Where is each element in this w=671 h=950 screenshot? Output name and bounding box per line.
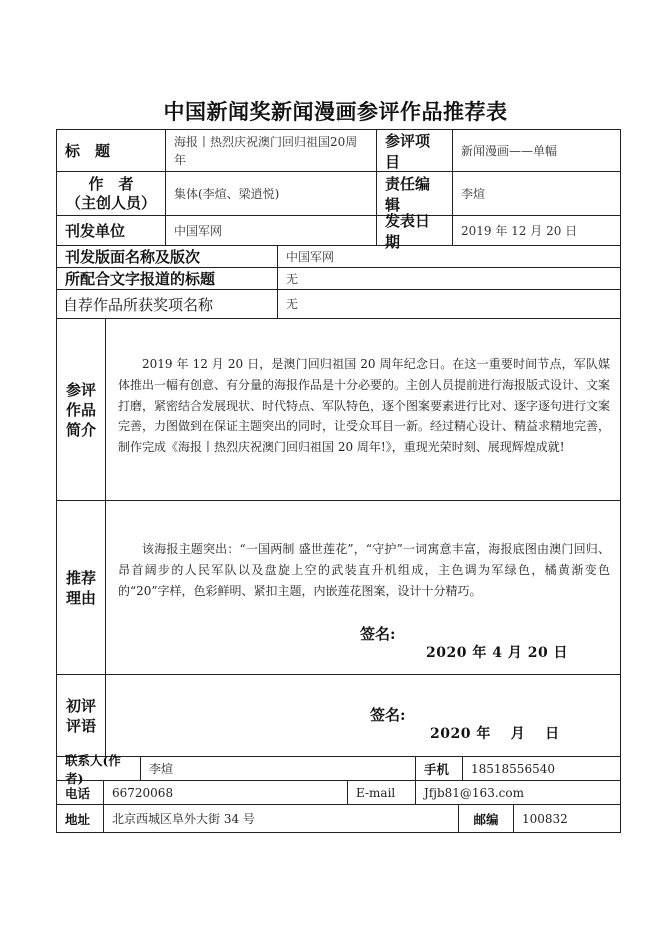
email-label [347, 780, 416, 805]
edition-label-text: 刊发版面名称及版次 [65, 248, 201, 266]
telephone-value-text: 66720068 [112, 785, 174, 800]
category-label-text: 参评项目 [385, 131, 431, 171]
intro-label [56, 318, 106, 501]
review-label-line1: 初评 [65, 696, 96, 715]
title-label-text: 标 题 [65, 142, 111, 160]
publisher-value-text: 中国军网 [174, 223, 223, 238]
reason-label-line2: 理由 [65, 588, 96, 607]
reason-label-line1: 推荐 [65, 568, 96, 587]
address-label [56, 804, 104, 833]
article-value [277, 267, 621, 290]
author-label-line2: （主创人员） [65, 193, 156, 212]
telephone-label-text: 电话 [65, 785, 91, 801]
title-value-text: 海报丨热烈庆祝澳门回归祖国20周年 [174, 134, 358, 167]
review-signature-label: 签名: [370, 706, 406, 724]
publish-date-label-text: 发表日期 [385, 211, 431, 251]
mobile-value [462, 756, 621, 781]
intro-label-line3: 简介 [65, 420, 96, 439]
awards-value [277, 289, 621, 319]
email-label-text: E-mail [356, 785, 396, 800]
reason-label [56, 500, 106, 675]
address-label-text: 地址 [65, 811, 91, 827]
publisher-label-text: 刊发单位 [65, 222, 126, 240]
publish-date-label [376, 211, 453, 251]
category-label [376, 129, 453, 172]
zip-label [458, 804, 514, 833]
article-label-text: 所配合文字报道的标题 [65, 270, 216, 288]
title-value [165, 129, 377, 172]
edition-value-text: 中国军网 [286, 249, 335, 264]
article-value-text: 无 [286, 271, 299, 286]
mobile-label-text: 手机 [424, 761, 450, 777]
reason-signature-label: 签名: [360, 625, 396, 643]
email-value [415, 780, 621, 805]
zip-value [513, 804, 621, 833]
publish-date-value-text: 2019 年 12 月 20 日 [461, 223, 578, 238]
contact-label [56, 752, 141, 786]
review-box [105, 674, 621, 757]
edition-label [56, 245, 278, 268]
telephone-label [56, 780, 104, 805]
author-label-line1: 作 者 [88, 174, 134, 193]
zip-value-text: 100832 [522, 811, 568, 826]
reason-date: 2020 年 4 月 20 日 [426, 645, 569, 661]
category-value [452, 129, 621, 172]
edition-value [277, 245, 621, 268]
publisher-value [165, 215, 377, 246]
form-title: 中国新闻奖新闻漫画参评作品推荐表 [163, 99, 508, 124]
address-value-text: 北京西城区阜外大街 34 号 [112, 812, 255, 826]
awards-label-text: 自荐作品所获奖项名称 [63, 295, 214, 314]
telephone-value [103, 780, 348, 805]
article-label [56, 267, 278, 290]
author-label [56, 171, 166, 216]
intro-label-line1: 参评 [65, 380, 96, 399]
title-label [56, 129, 166, 172]
editor-label-text: 责任编辑 [385, 174, 431, 214]
zip-label-text: 邮编 [473, 811, 499, 827]
email-value-text: Jfjb81@163.com [424, 785, 524, 800]
mobile-value-text: 18518556540 [471, 761, 555, 776]
editor-value-text: 李煊 [461, 186, 486, 201]
intro-label-line2: 作品 [65, 400, 96, 419]
awards-label [56, 289, 278, 319]
author-value-text: 集体(李煊、梁逍悦) [174, 186, 280, 201]
category-value-text: 新闻漫画——单幅 [461, 143, 558, 158]
review-label-line2: 评语 [65, 716, 96, 735]
awards-value-text: 无 [286, 297, 299, 311]
address-value [103, 804, 459, 833]
review-date: 2020 年 月 日 [430, 726, 560, 742]
contact-value [140, 756, 416, 781]
reason-text: 该海报主题突出：“一国两制 盛世莲花”，“守护”一词寓意丰富，海报底图由澳门回归、昂首阔步的人民军队以及盘旋上空的武装直升机组成，主色调为军绿色，橘黄渐变色的“20”字样，色彩鲜明、紧扣主题，内嵌莲花图案，设计十分精巧。 [118, 542, 610, 598]
review-label [56, 674, 106, 757]
publish-date-value [452, 215, 621, 246]
publisher-label [56, 215, 166, 246]
mobile-label [415, 756, 463, 781]
contact-value-text: 李煊 [149, 762, 174, 776]
author-value [165, 171, 377, 216]
recommendation-form [56, 129, 621, 833]
editor-value [452, 171, 621, 216]
intro-text: 2019 年 12 月 20 日，是澳门回归祖国 20 周年纪念日。在这一重要时间节点，军队媒体推出一幅有创意、有分量的海报作品是十分必要的。主创人员提前进行海报版式设计、文案打磨，紧密结合发展现状、时代特点、军队特色，逐个图案要素进行比对、逐字逐句进行文案完善，力图做到在保证主题突出的同时，让受众耳目一新。经过精心设计、精益求精地完善，制作完成《海报丨热烈庆祝澳门回归祖国 20 周年!》，重现光荣时刻、展现辉煌成就! [118, 357, 611, 455]
contact-label-text: 联系人(作者) [65, 752, 121, 786]
